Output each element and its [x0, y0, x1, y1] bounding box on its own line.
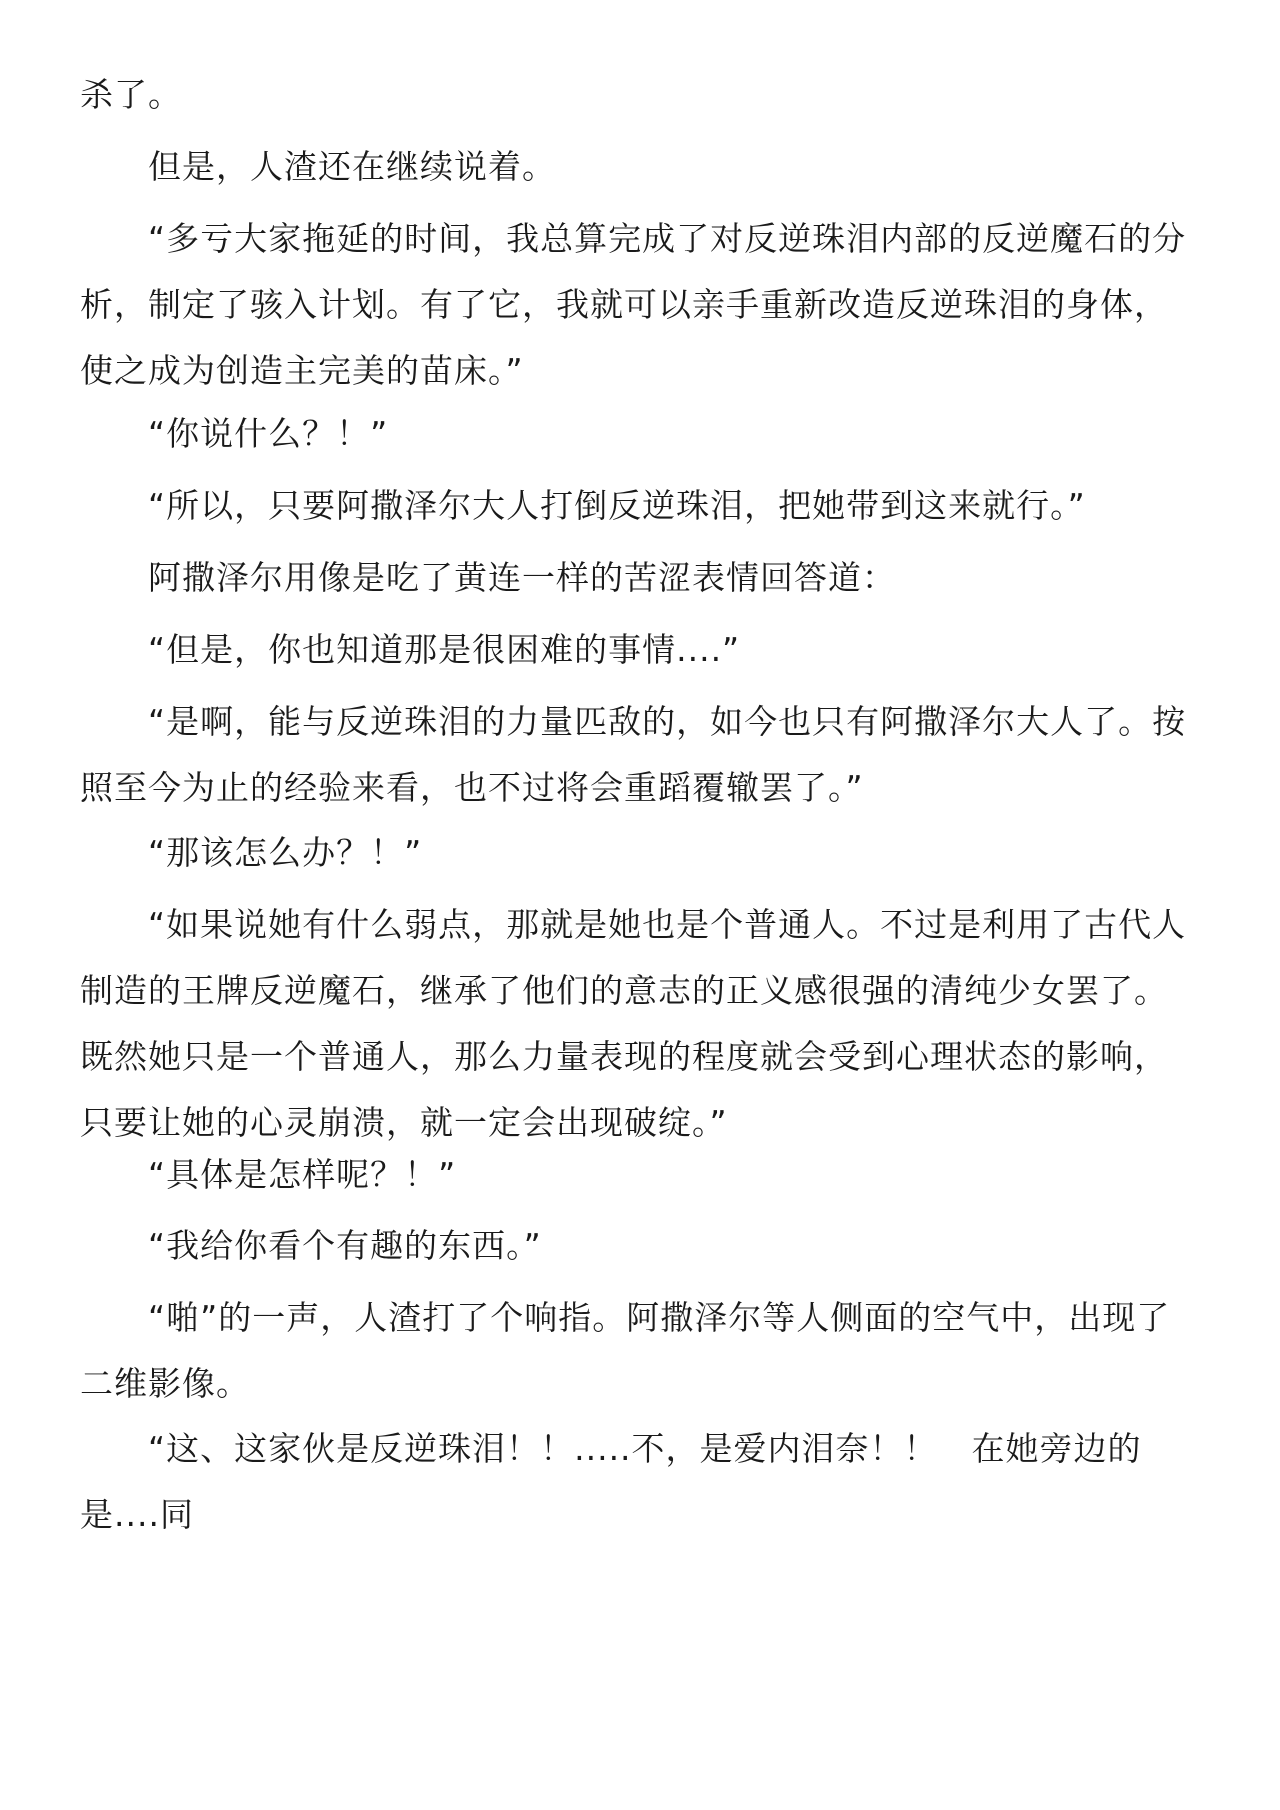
paragraph: 但是，人渣还在继续说着。: [148, 147, 556, 186]
paragraph: “所以，只要阿撒泽尔大人打倒反逆珠泪，把她带到这来就行。”: [148, 486, 1086, 525]
paragraph: “但是，你也知道那是很困难的事情....”: [148, 630, 741, 669]
paragraph: “这、这家伙是反逆珠泪！！.....不，是爱内泪奈！！ 在她旁边的是....同: [80, 1429, 1142, 1534]
paragraph: “多亏大家拖延的时间，我总算完成了对反逆珠泪内部的反逆魔石的分析，制定了骇入计划。有了它，我就可以亲手重新改造反逆珠泪的身体，使之成为创造主完美的苗床。”: [80, 219, 1187, 390]
paragraph: “那该怎么办？！”: [148, 833, 423, 872]
paragraph: “如果说她有什么弱点，那就是她也是个普通人。不过是利用了古代人制造的王牌反逆魔石，继承了他们的意志的正义感很强的清纯少女罢了。既然她只是一个普通人，那么力量表现的程度就会受到心理状态的影响，只要让她的心灵崩溃，就一定会出现破绽。”: [80, 905, 1187, 1142]
paragraph-continuation: 杀了。: [80, 75, 182, 114]
paragraph: “是啊，能与反逆珠泪的力量匹敌的，如今也只有阿撒泽尔大人了。按照至今为止的经验来看，也不过将会重蹈覆辙罢了。”: [80, 702, 1187, 807]
paragraph: 阿撒泽尔用像是吃了黄连一样的苦涩表情回答道：: [148, 558, 896, 597]
paragraph: “你说什么？！”: [148, 414, 389, 453]
paragraph: “我给你看个有趣的东西。”: [148, 1226, 542, 1265]
paragraph: “具体是怎样呢？！”: [148, 1155, 457, 1194]
paragraph: “啪”的一声，人渣打了个响指。阿撒泽尔等人侧面的空气中，出现了二维影像。: [80, 1298, 1171, 1403]
